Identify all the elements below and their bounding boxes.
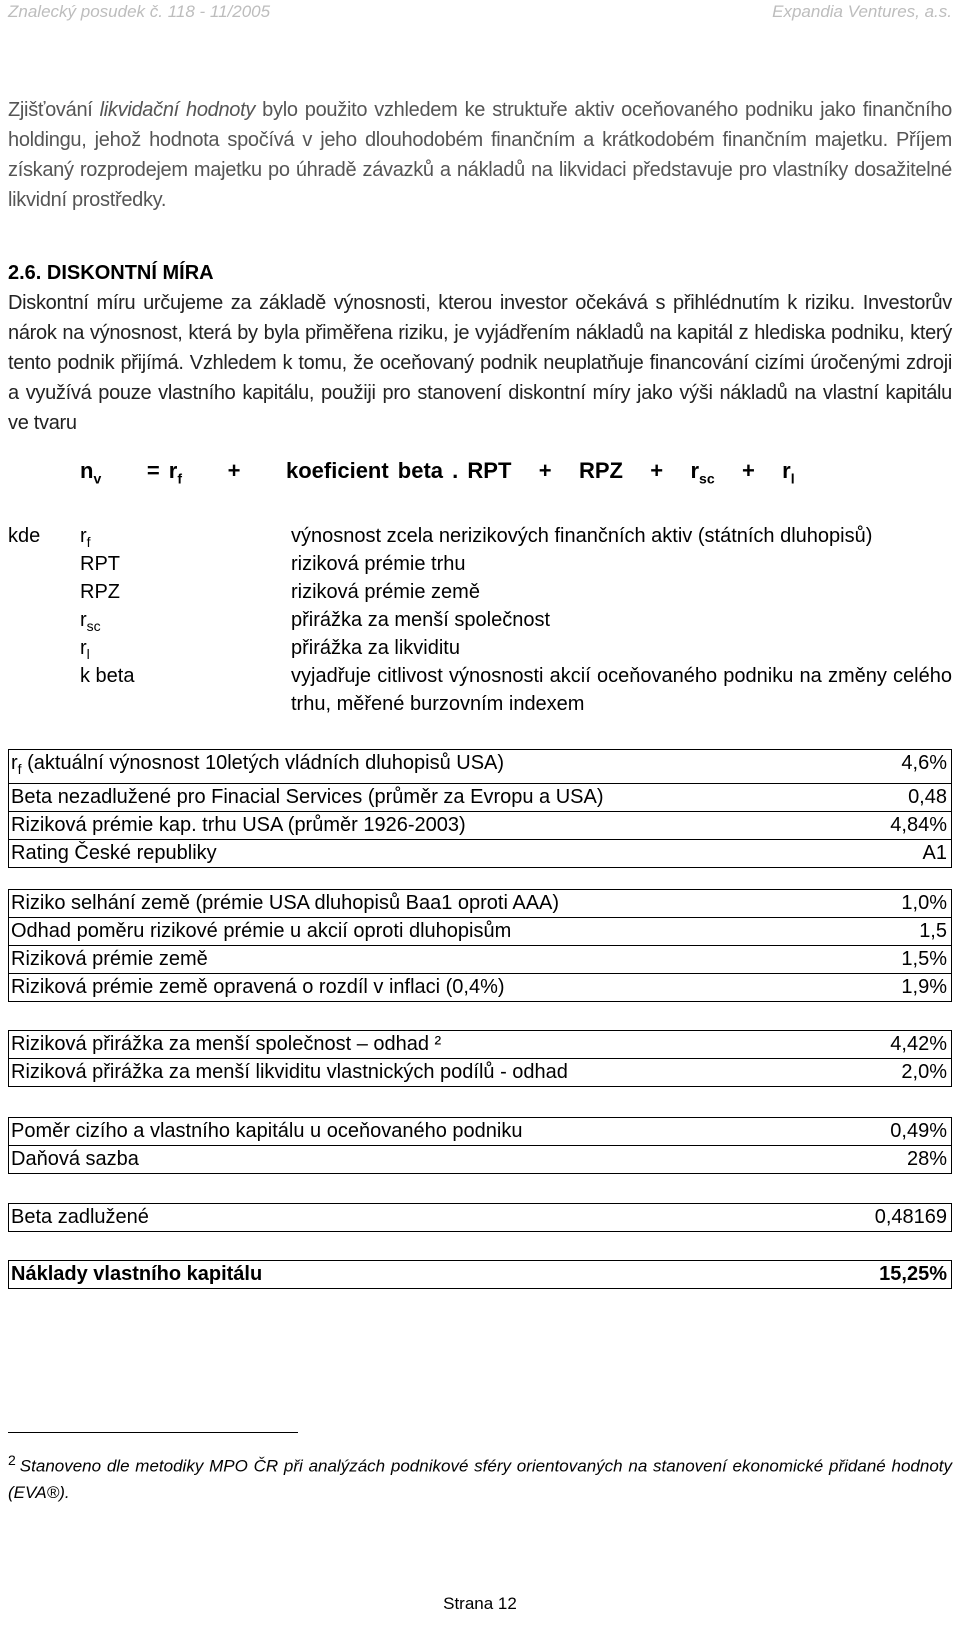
row-value: 1,5% bbox=[901, 948, 947, 970]
row-label: Riziková prémie země opravená o rozdíl v inflaci (0,4%) bbox=[11, 976, 505, 998]
row-value: 0,49% bbox=[890, 1120, 947, 1142]
row-label: Riziko selhání země (prémie USA dluhopisů Baa1 oproti AAA) bbox=[11, 892, 560, 914]
row-label: Odhad poměru rizikové prémie u akcií oproti dluhopisům bbox=[11, 920, 512, 942]
formula-beta: koeficient beta . RPT bbox=[286, 458, 512, 483]
parameters-table-group-1 bbox=[8, 749, 952, 868]
row-value: 0,48169 bbox=[874, 1206, 947, 1228]
row-prefix: r bbox=[11, 752, 18, 774]
intro-paragraph bbox=[8, 95, 952, 215]
symbol-sub: f bbox=[86, 534, 91, 550]
row-label: Daňová sazba bbox=[11, 1148, 139, 1170]
row-value: 4,6% bbox=[901, 752, 947, 774]
intro-text-2: bylo použito vzhledem ke struktuře aktiv oceňovaného podniku jako finančního holdingu, jehož hodnota spočívá v jeho dlouhodobém finančním a krátkodobém finančním majetku. Příjem získaný rozprodejem majetku po úhradě závazků a nákladů na likvidaci představuje pro vlastníky dosažitelné likvidní prostředky. bbox=[8, 99, 952, 211]
formula-plus: + bbox=[227, 458, 241, 483]
table-row bbox=[9, 890, 951, 918]
formula-rf-sub: f bbox=[177, 470, 183, 487]
formula-lhs: n bbox=[80, 458, 94, 483]
definition-row bbox=[8, 662, 952, 718]
section-body: Diskontní míru určujeme za základě výnosnosti, kterou investor očekává s přihlédnutím k riziku. Investorův nárok na výnosnost, která by byla přiměřena riziku, je vyjádřením nákladů na kapitál z hlediska podniku, který tento podnik přijímá. Vzhledem k tomu, že oceňovaný podnik neuplatňuje financování cizími úročenými zdroji a využívá pouze vlastního kapitálu, použiji pro stanovení diskontní míry jako výši nákladů na vlastní kapitálu ve tvaru bbox=[8, 292, 952, 434]
row-value: 1,9% bbox=[901, 976, 947, 998]
page-number: Strana 12 bbox=[443, 1594, 517, 1613]
formula-plus: + bbox=[741, 458, 755, 483]
discount-formula bbox=[80, 458, 795, 486]
definitions-list bbox=[8, 522, 952, 718]
row-value: 4,84% bbox=[890, 814, 947, 836]
header-company: Expandia Ventures, a.s. bbox=[772, 2, 952, 21]
row-value: 4,42% bbox=[890, 1033, 947, 1055]
definitions-kde: kde bbox=[8, 525, 41, 547]
row-label: Riziková přirážka za menší společnost – odhad ² bbox=[11, 1033, 442, 1055]
row-value: 28% bbox=[906, 1148, 947, 1170]
row-label: Poměr cizího a vlastního kapitálu u oceňovaného podniku bbox=[11, 1120, 523, 1142]
parameters-table-group-3 bbox=[8, 1030, 952, 1087]
parameters-table-group-4 bbox=[8, 1117, 952, 1174]
definition-symbol bbox=[80, 578, 120, 606]
result-row bbox=[9, 1261, 951, 1288]
formula-eq: = r bbox=[146, 458, 178, 483]
intro-emphasis: likvidační hodnoty bbox=[99, 99, 256, 121]
definition-description: riziková prémie země bbox=[291, 581, 480, 603]
definition-row bbox=[8, 606, 952, 634]
table-row bbox=[9, 1031, 951, 1059]
formula-plus: + bbox=[650, 458, 664, 483]
row-label: Riziková přirážka za menší likviditu vlastnických podílů - odhad bbox=[11, 1061, 568, 1083]
definition-description: riziková prémie trhu bbox=[291, 553, 466, 575]
definition-row bbox=[8, 634, 952, 662]
row-value: 1,5 bbox=[919, 920, 947, 942]
row-label bbox=[11, 750, 504, 783]
row-prefix-sub: f bbox=[17, 761, 22, 777]
row-value: A1 bbox=[922, 842, 947, 864]
row-label: Beta zadlužené bbox=[11, 1206, 149, 1228]
table-row bbox=[9, 784, 951, 812]
symbol-sub: l bbox=[86, 646, 90, 662]
footnote bbox=[8, 1447, 952, 1506]
table-row bbox=[9, 918, 951, 946]
footnote-separator bbox=[8, 1432, 298, 1433]
table-row bbox=[9, 750, 951, 784]
footnote-text: Stanoveno dle metodiky MPO ČR při analýzách podnikové sféry orientovaných na stanovení ekonomické přidané hodnoty (EVA®). bbox=[8, 1456, 952, 1502]
table-row bbox=[9, 812, 951, 840]
definition-description: přirážka za menší společnost bbox=[291, 609, 551, 631]
parameters-table-group-2 bbox=[8, 889, 952, 1002]
table-row bbox=[9, 974, 951, 1001]
definition-row bbox=[8, 578, 952, 606]
formula-rsc: r bbox=[690, 458, 700, 483]
intro-text-1: Zjišťování bbox=[8, 99, 100, 121]
footnote-number: 2 bbox=[8, 1452, 16, 1468]
definition-symbol bbox=[80, 662, 134, 690]
parameters-table-group-5 bbox=[8, 1203, 952, 1232]
definition-description: přirážka za likviditu bbox=[291, 637, 460, 659]
formula-rpz: RPZ bbox=[578, 458, 623, 483]
symbol-sub: sc bbox=[86, 618, 101, 634]
row-value: 0,48 bbox=[908, 786, 947, 808]
definition-description: vyjadřuje citlivost výnosnosti akcií oceňovaného podniku na změny celého trhu, měřené burzovním indexem bbox=[291, 665, 952, 715]
row-label: Rating České republiky bbox=[11, 842, 217, 864]
result-value: 15,25% bbox=[879, 1263, 947, 1285]
symbol-text: RPT bbox=[80, 553, 120, 575]
table-row bbox=[9, 1146, 951, 1173]
formula-rl: r bbox=[782, 458, 791, 483]
formula-plus: + bbox=[538, 458, 552, 483]
definition-row bbox=[8, 522, 952, 550]
row-value: 1,0% bbox=[901, 892, 947, 914]
symbol-text: k beta bbox=[80, 665, 135, 687]
symbol-text: r bbox=[80, 525, 87, 547]
definition-description: výnosnost zcela nerizikových finančních aktiv (státních dluhopisů) bbox=[291, 525, 873, 547]
table-row bbox=[9, 840, 951, 867]
table-row bbox=[9, 1204, 951, 1231]
header-title: Znalecký posudek č. 118 - 11/2005 bbox=[8, 2, 271, 21]
formula-lhs-sub: v bbox=[93, 470, 102, 487]
row-label: Riziková prémie země bbox=[11, 948, 208, 970]
row-label: Riziková prémie kap. trhu USA (průměr 1926-2003) bbox=[11, 814, 466, 836]
result-table-group bbox=[8, 1260, 952, 1289]
section-heading: 2.6. DISKONTNÍ MÍRA bbox=[8, 262, 214, 284]
row-label-text: (aktuální výnosnost 10letých vládních dluhopisů USA) bbox=[21, 752, 505, 774]
formula-rl-sub: l bbox=[790, 470, 795, 487]
result-label: Náklady vlastního kapitálu bbox=[11, 1263, 263, 1285]
table-row bbox=[9, 1118, 951, 1146]
definition-symbol bbox=[80, 550, 120, 578]
definition-row bbox=[8, 550, 952, 578]
symbol-text: RPZ bbox=[80, 581, 120, 603]
table-row bbox=[9, 1059, 951, 1086]
symbol-text: r bbox=[80, 637, 87, 659]
symbol-text: r bbox=[80, 609, 87, 631]
row-label: Beta nezadlužené pro Finacial Services (průměr za Evropu a USA) bbox=[11, 786, 604, 808]
row-value: 2,0% bbox=[901, 1061, 947, 1083]
formula-rsc-sub: sc bbox=[699, 470, 715, 487]
table-row bbox=[9, 946, 951, 974]
